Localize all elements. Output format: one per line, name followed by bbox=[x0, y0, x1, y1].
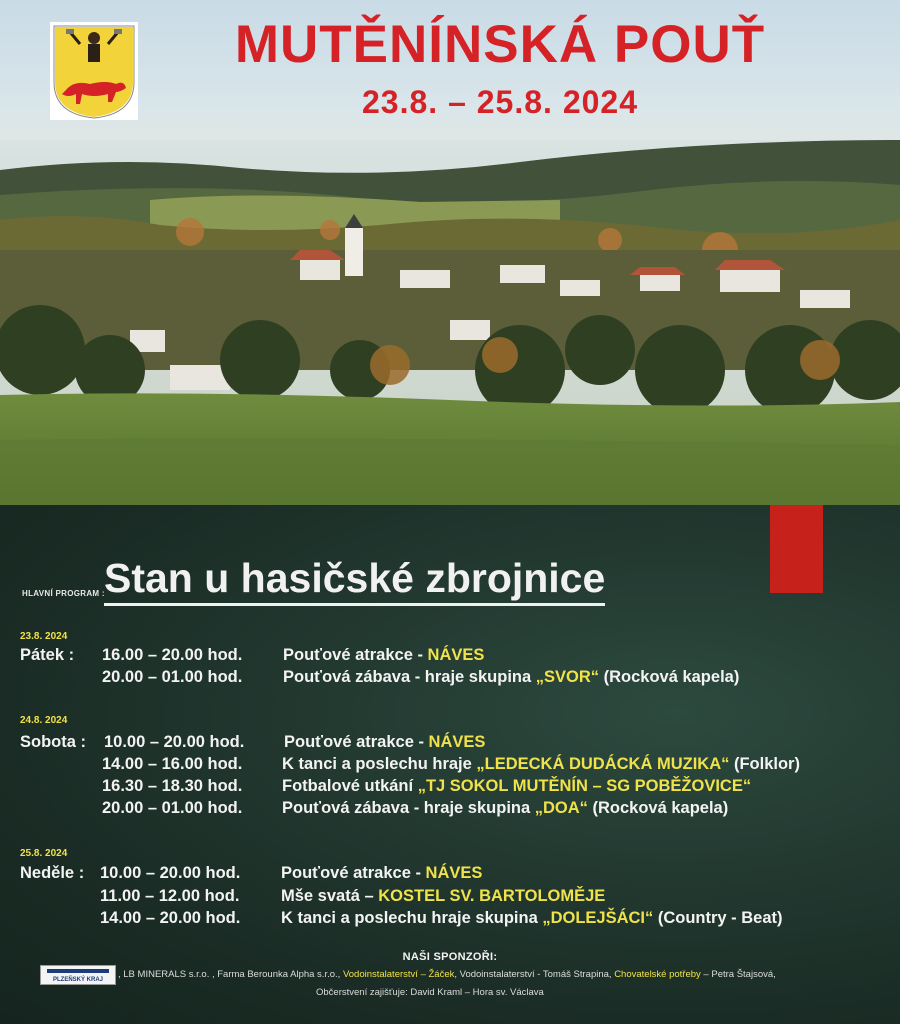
event-description: Pouťové atrakce - NÁVES bbox=[283, 646, 485, 664]
date-label: 25.8. 2024 bbox=[20, 848, 68, 859]
time-range: 11.00 – 12.00 hod. bbox=[100, 887, 240, 905]
schedule-row bbox=[0, 864, 900, 886]
schedule-row bbox=[0, 668, 900, 690]
event-description: K tanci a poslechu hraje „LEDECKÁ DUDÁCKÁ MUZIKA“ (Folklor) bbox=[282, 755, 800, 773]
village-landscape-image bbox=[0, 140, 900, 505]
time-range: 16.30 – 18.30 hod. bbox=[102, 777, 243, 795]
date-label: 24.8. 2024 bbox=[20, 715, 68, 726]
event-dates: 23.8. – 25.8. 2024 bbox=[362, 84, 638, 120]
schedule-row bbox=[0, 755, 900, 777]
day-label: Pátek : bbox=[20, 646, 75, 664]
day-label: Sobota : bbox=[20, 733, 86, 751]
time-range: 20.00 – 01.00 hod. bbox=[102, 799, 243, 817]
venue-heading: Stan u hasičské zbrojnice bbox=[104, 553, 605, 606]
program-board bbox=[0, 505, 900, 1024]
schedule-row bbox=[0, 777, 900, 799]
catering-note: Občerstvení zajišťuje: David Kraml – Hora sv. Václava bbox=[316, 987, 544, 998]
schedule-row bbox=[0, 887, 900, 909]
event-description: Pouťové atrakce - NÁVES bbox=[284, 733, 486, 751]
main-program-label: HLAVNÍ PROGRAM : bbox=[22, 589, 105, 598]
time-range: 10.00 – 20.00 hod. bbox=[100, 864, 241, 882]
event-description: Pouťová zábava - hraje skupina „DOA“ (Rocková kapela) bbox=[282, 799, 729, 817]
event-description: Pouťové atrakce - NÁVES bbox=[281, 864, 483, 882]
event-description: Fotbalové utkání „TJ SOKOL MUTĚNÍN – SG POBĚŽOVICE“ bbox=[282, 777, 752, 795]
sponsors-list: , LB MINERALS s.r.o. , Farma Berounka Alpha s.r.o., Vodoinstalaterství – Žáček, Vodoinstalaterství - Tomáš Strapina, Chovatelské potřeby – Petra Štajsová, bbox=[118, 969, 776, 980]
time-range: 16.00 – 20.00 hod. bbox=[102, 646, 243, 664]
time-range: 20.00 – 01.00 hod. bbox=[102, 668, 243, 686]
time-range: 10.00 – 20.00 hod. bbox=[104, 733, 245, 751]
plzensky-kraj-logo: PLZEŇSKÝ KRAJ bbox=[40, 965, 116, 985]
schedule-row bbox=[0, 733, 900, 755]
event-description: Mše svatá – KOSTEL SV. BARTOLOMĚJE bbox=[281, 887, 606, 905]
event-title: MUTĚNÍNSKÁ POUŤ bbox=[234, 15, 766, 74]
schedule-row bbox=[0, 799, 900, 821]
event-description: K tanci a poslechu hraje skupina „DOLEJŠÁCI“ (Country - Beat) bbox=[281, 909, 783, 927]
schedule-row bbox=[0, 646, 900, 668]
poster-header bbox=[0, 0, 900, 505]
date-label: 23.8. 2024 bbox=[20, 631, 68, 642]
day-label: Neděle : bbox=[20, 864, 85, 882]
event-description: Pouťová zábava - hraje skupina „SVOR“ (Rocková kapela) bbox=[283, 668, 740, 686]
coat-of-arms-logo bbox=[50, 22, 138, 120]
sponsors-title: NAŠI SPONZOŘI: bbox=[402, 951, 498, 963]
red-accent-bar bbox=[770, 505, 823, 593]
time-range: 14.00 – 20.00 hod. bbox=[100, 909, 241, 927]
time-range: 14.00 – 16.00 hod. bbox=[102, 755, 243, 773]
schedule-row bbox=[0, 909, 900, 931]
